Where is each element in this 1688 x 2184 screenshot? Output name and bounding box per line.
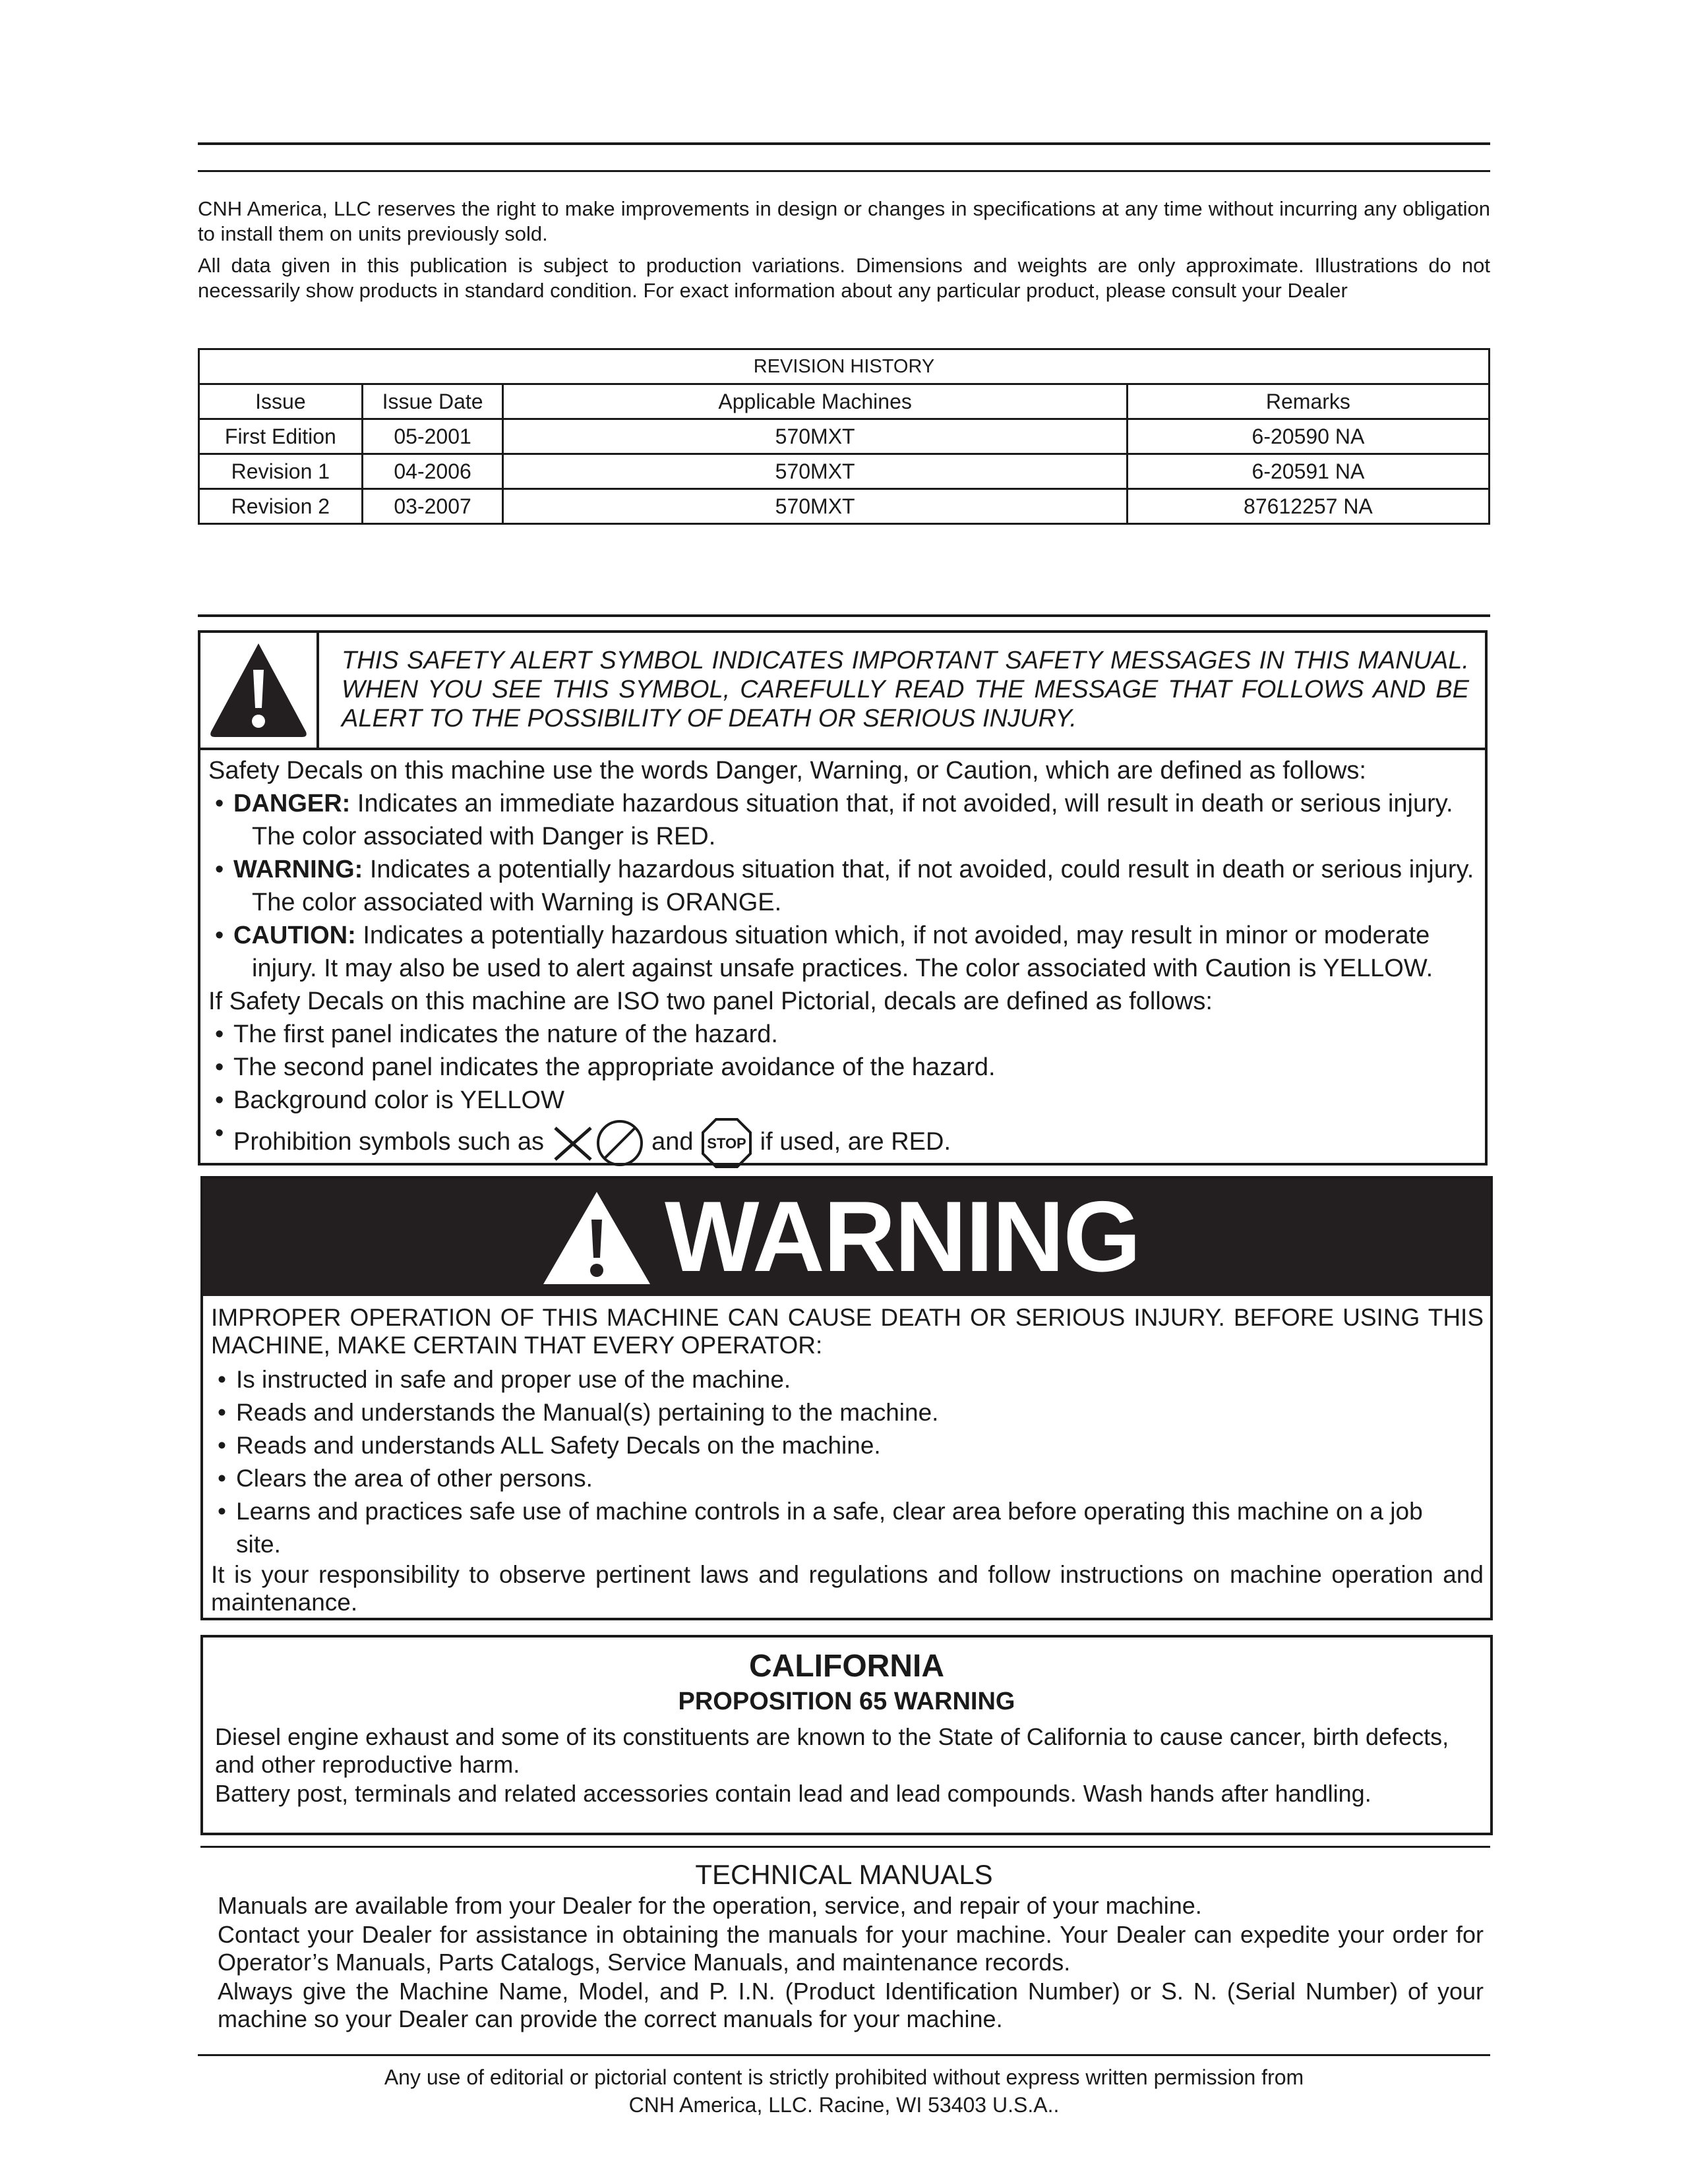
warning-label: WARNING: [233,856,363,883]
cell-issue: First Edition [199,419,363,454]
technical-manuals-title: TECHNICAL MANUALS [695,1859,993,1890]
disclaimer-paragraph-1: CNH America, LLC reserves the right to make improvements in design or changes in specifications at any time without incurring any obligation to install them on units previously sold. [198,197,1490,245]
california-paragraph-1: Diesel engine exhaust and some of its constituents are known to the State of California to cause cancer, birth defects, and other reproductive harm. [215,1723,1449,1778]
california-body [215,1723,1481,1809]
california-paragraph-2: Battery post, terminals and related accessories contain lead and lead compounds. Wash hands after handling. [215,1780,1372,1807]
prohibition-circle-icon [595,1118,645,1168]
footer-line-1: Any use of editorial or pictorial content is strictly prohibited without express written permission from [384,2065,1304,2089]
warning-item: • Reads and understands ALL Safety Decals on the machine. [211,1429,1484,1462]
caution-text: Indicates a potentially hazardous situation which, if not avoided, may result in minor or moderate [355,922,1430,949]
safety-alert-icon-cell [200,633,319,748]
warning-banner-text: WARNING [665,1181,1140,1293]
warning-item: • Clears the area of other persons. [211,1462,1484,1495]
safety-alert-header [200,633,1485,750]
decal-intro: Safety Decals on this machine use the words Danger, Warning, or Caution, which are defined as follows: [208,757,1366,784]
manuals-paragraph-3: Always give the Machine Name, Model, and P. I.N. (Product Identification Number) or S. N. (Serial Number) of your machine so your Dealer can provide the correct manuals for your machine. [218,1978,1484,2032]
warning-box [200,1176,1493,1620]
iso-item: • The first panel indicates the nature of the hazard. [208,1018,1474,1051]
column-header-remarks: Remarks [1127,384,1489,419]
revision-history-title: REVISION HISTORY [199,349,1490,384]
x-mark-icon [551,1124,595,1162]
stop-sign-label: STOP [707,1135,746,1152]
safety-alert-heading: THIS SAFETY ALERT SYMBOL INDICATES IMPORTANT SAFETY MESSAGES IN THIS MANUAL. WHEN YOU SEE THIS SYMBOL, CAREFULLY READ THE MESSAGE THAT FOLLOWS AND BE ALERT TO THE POSSIBILITY OF DEATH OR SERIOUS INJURY. [342,647,1469,732]
disclaimer [198,196,1490,310]
cell-remarks: 87612257 NA [1127,489,1489,524]
cell-issue: Revision 1 [199,454,363,489]
revision-header-row [199,384,1490,419]
warning-lead: IMPROPER OPERATION OF THIS MACHINE CAN CAUSE DEATH OR SERIOUS INJURY. BEFORE USING THIS MACHINE, MAKE CERTAIN THAT EVERY OPERATOR: [211,1304,1484,1359]
danger-color: The color associated with Danger is RED. [252,823,716,850]
manuals-paragraph-2: Contact your Dealer for assistance in obtaining the manuals for your machine. Your Dealer can expedite your order for Operator’s Manuals, Parts Catalogs, Service Manuals, and maintenance records. [218,1921,1484,1976]
caution-label: CAUTION: [233,922,356,949]
safety-alert-box [198,630,1488,1166]
cell-remarks: 6-20591 NA [1127,454,1489,489]
manuals-rule [200,1846,1490,1848]
warning-body [211,1304,1484,1616]
caution-definition [208,919,1474,952]
warning-triangle-icon [541,1189,653,1288]
table-row [199,454,1490,489]
revision-history-table [198,348,1490,525]
cell-machines: 570MXT [503,489,1127,524]
top-rule-2 [198,170,1490,172]
warning-item: • Reads and understands the Manual(s) pertaining to the machine. [211,1396,1484,1429]
copyright-footer [198,2063,1490,2119]
column-header-applicable-machines: Applicable Machines [503,384,1127,419]
warning-banner [203,1179,1490,1296]
prohibition-suffix: if used, are RED. [760,1128,951,1156]
danger-label: DANGER: [233,790,351,817]
disclaimer-paragraph-2: All data given in this publication is subject to production variations. Dimensions and weights are only approximate. Illustrations do not necessarily show products in standard condition. For exact information about any particular product, please consult your Dealer [198,254,1490,302]
california-title: CALIFORNIA [749,1649,944,1684]
manuals-paragraph-1: Manuals are available from your Dealer for the operation, service, and repair of your machine. [218,1892,1202,1919]
danger-definition [208,787,1474,820]
warning-closing: It is your responsibility to observe pertinent laws and regulations and follow instructions on machine operation and maintenance. [211,1561,1484,1616]
safety-section-rule [198,614,1490,617]
table-row [199,489,1490,524]
danger-text: Indicates an immediate hazardous situation that, if not avoided, will result in death or serious injury. [350,790,1453,817]
warning-item: • Learns and practices safe use of machine controls in a safe, clear area before operating this machine on a job site. [211,1495,1484,1561]
stop-sign-icon [700,1117,753,1169]
cell-issue-date: 05-2001 [362,419,503,454]
cell-issue-date: 03-2007 [362,489,503,524]
cell-issue-date: 04-2006 [362,454,503,489]
cell-machines: 570MXT [503,419,1127,454]
safety-alert-body [208,754,1474,1169]
prohibition-and: and [651,1128,694,1156]
footer-line-2: CNH America, LLC. Racine, WI 53403 U.S.A.. [628,2093,1060,2117]
cell-remarks: 6-20590 NA [1127,419,1489,454]
warning-definition [208,853,1474,886]
safety-alert-triangle-icon [200,633,316,748]
california-prop65-box [200,1635,1493,1835]
cell-issue: Revision 2 [199,489,363,524]
footer-rule [198,2054,1490,2056]
warning-item: • Is instructed in safe and proper use of the machine. [211,1363,1484,1396]
table-row [199,419,1490,454]
california-subtitle: PROPOSITION 65 WARNING [678,1688,1015,1715]
warning-color: The color associated with Warning is ORANGE. [252,889,782,916]
technical-manuals-body [218,1892,1484,2034]
warning-text: Indicates a potentially hazardous situation that, if not avoided, could result in death or serious injury. [363,856,1474,883]
iso-item: • The second panel indicates the appropriate avoidance of the hazard. [208,1051,1474,1084]
top-rule-1 [198,142,1490,145]
column-header-issue-date: Issue Date [362,384,503,419]
column-header-issue: Issue [199,384,363,419]
cell-machines: 570MXT [503,454,1127,489]
prohibition-prefix: Prohibition symbols such as [233,1128,544,1156]
iso-item: • Background color is YELLOW [208,1084,1474,1117]
prohibition-symbols-item [208,1117,1474,1169]
caution-color: injury. It may also be used to alert against unsafe practices. The color associated with Caution is YELLOW. [252,955,1433,982]
iso-intro: If Safety Decals on this machine are ISO two panel Pictorial, decals are defined as follows: [208,988,1213,1015]
revision-title-row [199,349,1490,384]
